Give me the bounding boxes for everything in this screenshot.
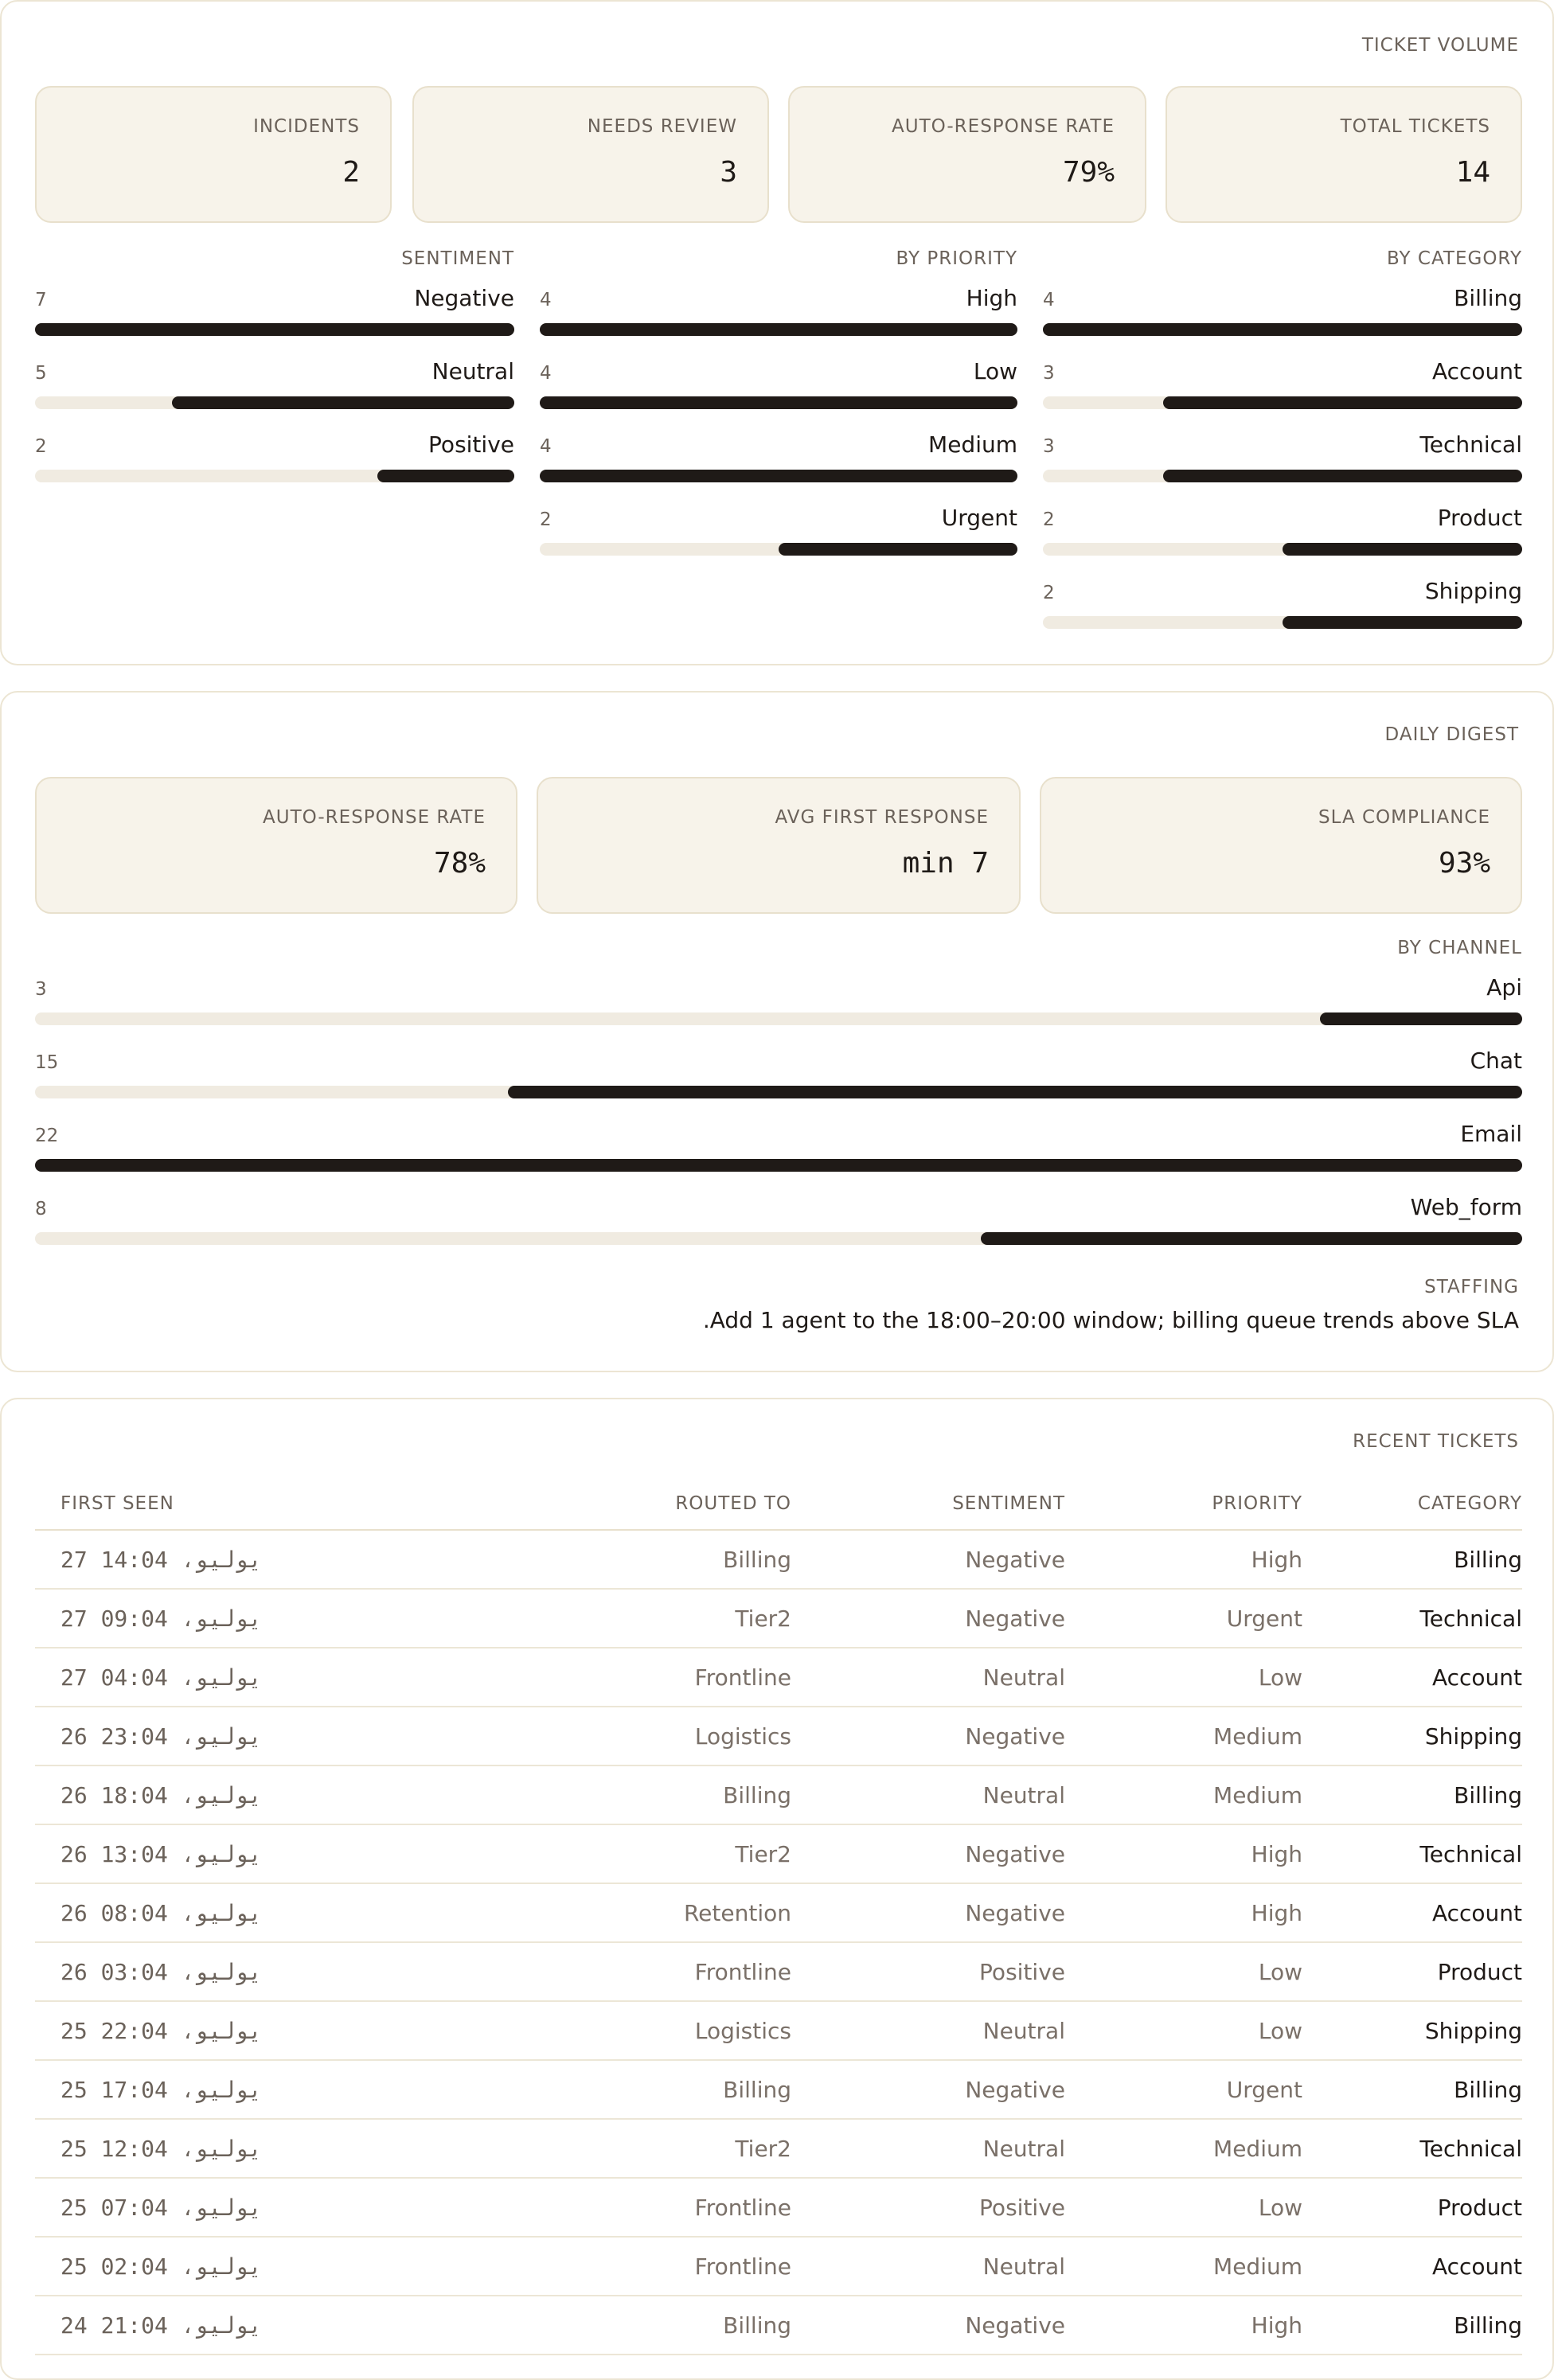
category-bar-row <box>1043 501 1522 575</box>
table-row[interactable] <box>35 1942 1522 2001</box>
sentiment-cell: Positive <box>791 2178 1065 2237</box>
bar-count: 2 <box>1043 583 1055 603</box>
table-row[interactable] <box>35 1648 1522 1707</box>
staffing-recommendation: .Add 1 agent to the 18:00–20:00 window; billing queue trends above SLA <box>702 1307 1519 1333</box>
sentiment-cell: Neutral <box>791 2001 1065 2060</box>
category-bar-row <box>1043 428 1522 501</box>
priority-cell: High <box>1065 2296 1302 2355</box>
sentiment-bar-row <box>35 428 514 501</box>
table-row[interactable] <box>35 2119 1522 2178</box>
staffing-title: STAFFING <box>1424 1277 1519 1297</box>
table-row[interactable] <box>35 1765 1522 1824</box>
bar-label: Positive <box>428 431 514 458</box>
first-seen-cell: 27 يوليو، 04:04 <box>35 1648 433 1707</box>
bar-label: High <box>966 285 1017 311</box>
routed-to-cell: Billing <box>433 1530 791 1589</box>
first-seen-cell: 26 يوليو، 08:04 <box>35 1883 433 1942</box>
category-bar-row <box>1043 355 1522 428</box>
channel-title: BY CHANNEL <box>1397 938 1522 958</box>
priority-title: BY PRIORITY <box>896 248 1017 269</box>
category-bar-row <box>1043 282 1522 355</box>
bar-count: 3 <box>1043 363 1055 384</box>
bar-fill <box>1320 1012 1522 1025</box>
category-cell: Shipping <box>1302 1707 1522 1765</box>
bar-count: 2 <box>1043 509 1055 530</box>
bar-track <box>35 1159 1522 1172</box>
bar-track <box>1043 543 1522 556</box>
digest-auto-response-label: AUTO-RESPONSE RATE <box>263 807 486 828</box>
table-row[interactable] <box>35 1824 1522 1883</box>
bar-track <box>1043 616 1522 629</box>
sla-compliance-card <box>1040 777 1522 914</box>
priority-bar-row <box>540 428 1017 501</box>
channel-bar-row <box>35 971 1522 1044</box>
needs-review-label: NEEDS REVIEW <box>587 116 737 137</box>
bar-label: Account <box>1431 358 1522 384</box>
priority-cell: Urgent <box>1065 1589 1302 1648</box>
category-bar-row <box>1043 575 1522 648</box>
bar-count: 2 <box>35 436 47 457</box>
category-cell: Shipping <box>1302 2001 1522 2060</box>
daily-digest-title: DAILY DIGEST <box>1384 724 1519 745</box>
sentiment-cell: Neutral <box>791 2237 1065 2296</box>
ticket-volume-title: TICKET VOLUME <box>1361 35 1519 56</box>
first-seen-cell: 26 يوليو، 03:04 <box>35 1942 433 2001</box>
routed-to-cell: Billing <box>433 1765 791 1824</box>
priority-breakdown <box>540 248 1017 560</box>
routed-to-cell: Billing <box>433 2296 791 2355</box>
sla-compliance-value: 93% <box>1438 847 1490 880</box>
routed-to-cell: Billing <box>433 2060 791 2119</box>
routed-to-cell: Retention <box>433 1883 791 1942</box>
recent-tickets-title: RECENT TICKETS <box>1353 1431 1519 1452</box>
bar-label: Api <box>1486 974 1522 1001</box>
avg-first-response-card <box>537 777 1021 914</box>
sentiment-cell: Positive <box>791 1942 1065 2001</box>
first-seen-cell: 27 يوليو، 09:04 <box>35 1589 433 1648</box>
channel-bar-row <box>35 1044 1522 1118</box>
total-tickets-value: 14 <box>1455 156 1490 189</box>
recent-tickets-table <box>35 1477 1522 2355</box>
incidents-label: INCIDENTS <box>253 116 360 137</box>
bar-label: Chat <box>1470 1048 1522 1074</box>
category-cell: Technical <box>1302 1824 1522 1883</box>
bar-count: 7 <box>35 290 47 310</box>
auto-response-rate-card <box>788 86 1146 223</box>
priority-bar-row <box>540 282 1017 355</box>
category-cell: Billing <box>1302 2296 1522 2355</box>
first-seen-cell: 27 يوليو، 14:04 <box>35 1530 433 1589</box>
bar-fill <box>981 1232 1522 1245</box>
category-title: BY CATEGORY <box>1387 248 1522 269</box>
priority-cell: Low <box>1065 2178 1302 2237</box>
bar-track <box>540 396 1017 409</box>
sentiment-cell: Negative <box>791 1824 1065 1883</box>
bar-track <box>540 543 1017 556</box>
sentiment-cell: Neutral <box>791 1765 1065 1824</box>
first-seen-cell: 25 يوليو، 17:04 <box>35 2060 433 2119</box>
ticket-rows <box>35 1530 1522 2355</box>
sentiment-cell: Negative <box>791 1589 1065 1648</box>
auto-response-rate-label: AUTO-RESPONSE RATE <box>892 116 1115 137</box>
routed-to-cell: Frontline <box>433 1648 791 1707</box>
bar-fill <box>35 1159 1522 1172</box>
category-cell: Technical <box>1302 2119 1522 2178</box>
ticket-volume-panel <box>0 0 1554 665</box>
priority-cell: Low <box>1065 2001 1302 2060</box>
channel-breakdown <box>35 938 1522 1256</box>
bar-count: 5 <box>35 363 47 384</box>
bar-track <box>35 1012 1522 1025</box>
sentiment-title: SENTIMENT <box>401 248 514 269</box>
channel-bar-row <box>35 1191 1522 1264</box>
priority-cell: Low <box>1065 1648 1302 1707</box>
bar-count: 4 <box>540 363 552 384</box>
bar-track <box>35 1232 1522 1245</box>
sentiment-bar-row <box>35 355 514 428</box>
first-seen-cell: 25 يوليو، 07:04 <box>35 2178 433 2237</box>
bar-track <box>1043 396 1522 409</box>
avg-first-response-label: AVG FIRST RESPONSE <box>775 807 989 828</box>
table-row[interactable] <box>35 1883 1522 1942</box>
incidents-card <box>35 86 392 223</box>
table-row[interactable] <box>35 2001 1522 2060</box>
sentiment-cell: Negative <box>791 1530 1065 1589</box>
bar-track <box>35 396 514 409</box>
channel-bar-row <box>35 1118 1522 1191</box>
bar-count: 4 <box>1043 290 1055 310</box>
bar-label: Urgent <box>941 505 1017 531</box>
bar-fill <box>1163 396 1523 409</box>
bar-label: Shipping <box>1424 578 1522 604</box>
bar-label: Medium <box>928 431 1017 458</box>
incidents-value: 2 <box>342 156 360 189</box>
bar-track <box>540 470 1017 482</box>
category-cell: Billing <box>1302 1530 1522 1589</box>
category-cell: Product <box>1302 2178 1522 2237</box>
category-cell: Billing <box>1302 1765 1522 1824</box>
table-row[interactable] <box>35 1707 1522 1765</box>
recent-tickets-panel <box>0 1398 1554 2380</box>
bar-count: 3 <box>1043 436 1055 457</box>
first-seen-cell: 25 يوليو، 02:04 <box>35 2237 433 2296</box>
first-seen-cell: 26 يوليو، 18:04 <box>35 1765 433 1824</box>
first-seen-cell: 25 يوليو، 22:04 <box>35 2001 433 2060</box>
category-cell: Product <box>1302 1942 1522 2001</box>
bar-fill <box>172 396 514 409</box>
bar-fill <box>779 543 1017 556</box>
routed-to-cell: Frontline <box>433 2178 791 2237</box>
sentiment-cell: Neutral <box>791 2119 1065 2178</box>
bar-fill <box>1283 616 1522 629</box>
priority-bar-row <box>540 501 1017 575</box>
category-cell: Account <box>1302 1648 1522 1707</box>
routed-to-cell: Frontline <box>433 2237 791 2296</box>
bar-fill <box>540 470 1017 482</box>
priority-cell: Low <box>1065 1942 1302 2001</box>
routed-to-cell: Logistics <box>433 1707 791 1765</box>
table-row[interactable] <box>35 2237 1522 2296</box>
bar-track <box>35 470 514 482</box>
table-row[interactable] <box>35 1589 1522 1648</box>
priority-cell: Medium <box>1065 2119 1302 2178</box>
routed-to-cell: Tier2 <box>433 2119 791 2178</box>
sentiment-cell: Negative <box>791 1883 1065 1942</box>
bar-count: 3 <box>35 979 47 1000</box>
priority-cell: Medium <box>1065 1765 1302 1824</box>
routed-to-cell: Tier2 <box>433 1589 791 1648</box>
bar-label: Product <box>1437 505 1522 531</box>
sentiment-cell: Negative <box>791 2296 1065 2355</box>
sentiment-breakdown <box>35 248 514 487</box>
col-sentiment[interactable]: SENTIMENT <box>791 1477 1065 1530</box>
bar-track <box>540 323 1017 336</box>
table-row[interactable] <box>35 2060 1522 2119</box>
bar-track <box>35 323 514 336</box>
priority-cell: Medium <box>1065 2237 1302 2296</box>
bar-fill <box>540 396 1017 409</box>
bar-count: 8 <box>35 1199 47 1219</box>
table-row[interactable] <box>35 2178 1522 2237</box>
bar-count: 22 <box>35 1126 59 1146</box>
category-breakdown <box>1043 248 1522 634</box>
total-tickets-label: TOTAL TICKETS <box>1340 116 1490 137</box>
category-cell: Account <box>1302 1883 1522 1942</box>
routed-to-cell: Tier2 <box>433 1824 791 1883</box>
sentiment-bar-row <box>35 282 514 355</box>
priority-cell: Urgent <box>1065 2060 1302 2119</box>
bar-fill <box>1283 543 1522 556</box>
first-seen-cell: 25 يوليو، 12:04 <box>35 2119 433 2178</box>
col-category[interactable]: CATEGORY <box>1302 1477 1522 1530</box>
bar-label: Web_form <box>1410 1194 1522 1220</box>
table-row[interactable] <box>35 1530 1522 1589</box>
bar-label: Billing <box>1454 285 1522 311</box>
priority-bar-row <box>540 355 1017 428</box>
bar-fill <box>377 470 514 482</box>
bar-fill <box>35 323 514 336</box>
bar-label: Technical <box>1419 431 1522 458</box>
first-seen-cell: 26 يوليو، 23:04 <box>35 1707 433 1765</box>
col-priority[interactable]: PRIORITY <box>1065 1477 1302 1530</box>
routed-to-cell: Frontline <box>433 1942 791 2001</box>
priority-cell: High <box>1065 1530 1302 1589</box>
first-seen-cell: 24 يوليو، 21:04 <box>35 2296 433 2355</box>
sla-compliance-label: SLA COMPLIANCE <box>1318 807 1490 828</box>
col-routed-to[interactable]: ROUTED TO <box>433 1477 791 1530</box>
bar-fill <box>1043 323 1522 336</box>
bar-count: 4 <box>540 290 552 310</box>
digest-auto-response-value: 78% <box>433 847 486 880</box>
auto-response-rate-value: 79% <box>1062 156 1115 189</box>
digest-auto-response-card <box>35 777 517 914</box>
col-first-seen[interactable]: FIRST SEEN <box>35 1477 433 1530</box>
priority-cell: Medium <box>1065 1707 1302 1765</box>
bar-fill <box>508 1086 1522 1098</box>
category-cell: Billing <box>1302 2060 1522 2119</box>
bar-label: Email <box>1460 1121 1522 1147</box>
needs-review-card <box>412 86 769 223</box>
bar-count: 4 <box>540 436 552 457</box>
category-cell: Account <box>1302 2237 1522 2296</box>
sentiment-cell: Negative <box>791 2060 1065 2119</box>
category-cell: Technical <box>1302 1589 1522 1648</box>
table-header-row <box>35 1477 1522 1530</box>
bar-count: 15 <box>35 1052 59 1073</box>
bar-track <box>1043 470 1522 482</box>
bar-label: Negative <box>414 285 514 311</box>
daily-digest-panel <box>0 691 1554 1372</box>
bar-track <box>35 1086 1522 1098</box>
bar-label: Neutral <box>431 358 514 384</box>
avg-first-response-value: min 7 <box>902 847 989 880</box>
sentiment-cell: Neutral <box>791 1648 1065 1707</box>
priority-cell: High <box>1065 1824 1302 1883</box>
table-row[interactable] <box>35 2296 1522 2355</box>
priority-cell: High <box>1065 1883 1302 1942</box>
bar-label: Low <box>973 358 1017 384</box>
first-seen-cell: 26 يوليو، 13:04 <box>35 1824 433 1883</box>
total-tickets-card <box>1166 86 1522 223</box>
needs-review-value: 3 <box>720 156 737 189</box>
bar-fill <box>540 323 1017 336</box>
bar-count: 2 <box>540 509 552 530</box>
bar-track <box>1043 323 1522 336</box>
bar-fill <box>1163 470 1523 482</box>
sentiment-cell: Negative <box>791 1707 1065 1765</box>
routed-to-cell: Logistics <box>433 2001 791 2060</box>
